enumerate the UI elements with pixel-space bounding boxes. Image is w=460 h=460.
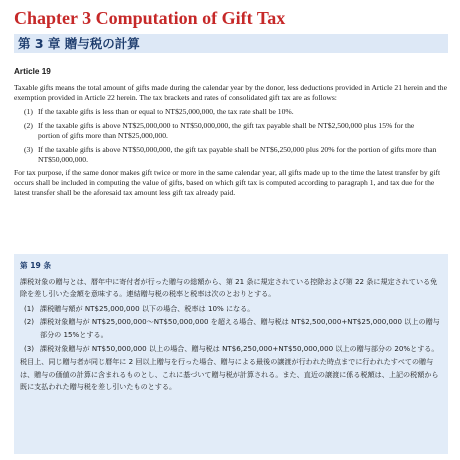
chapter-title-japanese: 第 3 章 贈与税の計算	[14, 34, 448, 53]
english-list-item	[24, 145, 448, 165]
english-item-text: If the taxable gifts is above NT$25,000,000 to NT$50,000,000, the gift tax payable shall be NT$2,500,000 plus 15% for the portion of gifts more than NT$25,000,000.	[38, 121, 415, 140]
english-article-heading: Article 19	[14, 67, 51, 76]
english-intro-paragraph: Taxable gifts means the total amount of gifts made during the calendar year by the donor, less deductions provided in Article 21 herein and the exemption provided in Article 22 herein. The tax brackets and rates of consolidated gift tax are as follows:	[14, 82, 447, 102]
chapter-title-english: Chapter 3 Computation of Gift Tax	[14, 8, 286, 28]
japanese-intro-paragraph: 課税対象の贈与とは、暦年中に寄付者が行った贈与の総額から、第 21 条に規定されている控除および第 22 条に規定されている免除を差し引いた金額を意味する。連結贈与税の税率と税率は次のとおりとする。	[20, 276, 438, 299]
japanese-item-number: (2)	[24, 317, 35, 327]
japanese-item-text: 課税対象贈与が NT$50,000,000 以上の場合、贈与税は NT$6,250,000+NT$50,000,000 以上の贈与部分の 20%とする。	[40, 343, 439, 353]
english-list-item	[24, 107, 448, 117]
japanese-list-item	[24, 343, 442, 356]
english-item-number: (2)	[24, 121, 33, 131]
japanese-item-number: (1)	[24, 303, 35, 313]
japanese-item-number: (3)	[24, 343, 35, 353]
english-item-text: If the taxable gifts is less than or equal to NT$25,000,000, the tax rate shall be 10%.	[38, 107, 294, 117]
japanese-closing-paragraph: 税目上、同じ贈与者が同じ暦年に 2 回以上贈与を行った場合、贈与による最後の譲渡が行われた時点までに行われたすべての贈与は、贈与の価値の計算に含まれるものとし、これに基づいて贈与税が計算される。また、直近の譲渡に係る税額は、上記の税額から既に支払われた贈与税を差し引いたものとする。	[20, 357, 439, 392]
english-list-item	[24, 121, 448, 141]
english-closing-paragraph: For tax purpose, if the same donor makes gift twice or more in the same calendar year, all gifts made up to the time the latest transfer by gift occurs shall be included in computing the value of gifts, based on which gift tax is computed according to paragraph 1, and tax due for the latest transfer shall be the aforesaid tax amount less gift tax already paid.	[14, 168, 441, 197]
japanese-article-heading: 第 19 条	[20, 261, 52, 270]
english-item-number: (1)	[24, 107, 33, 117]
english-article-section	[14, 67, 448, 198]
japanese-item-text: 課税対象贈与が NT$25,000,000～NT$50,000,000 を超える場合、贈与税は NT$2,500,000+NT$25,000,000 以上の贈与部分の 15%とする。	[40, 317, 440, 339]
japanese-list-item	[24, 316, 442, 341]
japanese-article-section	[14, 254, 448, 454]
japanese-item-text: 課税贈与額が NT$25,000,000 以下の場合、税率は 10% になる。	[40, 303, 255, 313]
english-item-text: If the taxable gifts is above NT$50,000,000, the gift tax payable shall be NT$6,250,000 plus 20% for the portion of gifts more than NT$50,000,000.	[38, 144, 437, 164]
japanese-list-item	[24, 303, 442, 316]
english-item-number: (3)	[24, 144, 33, 154]
